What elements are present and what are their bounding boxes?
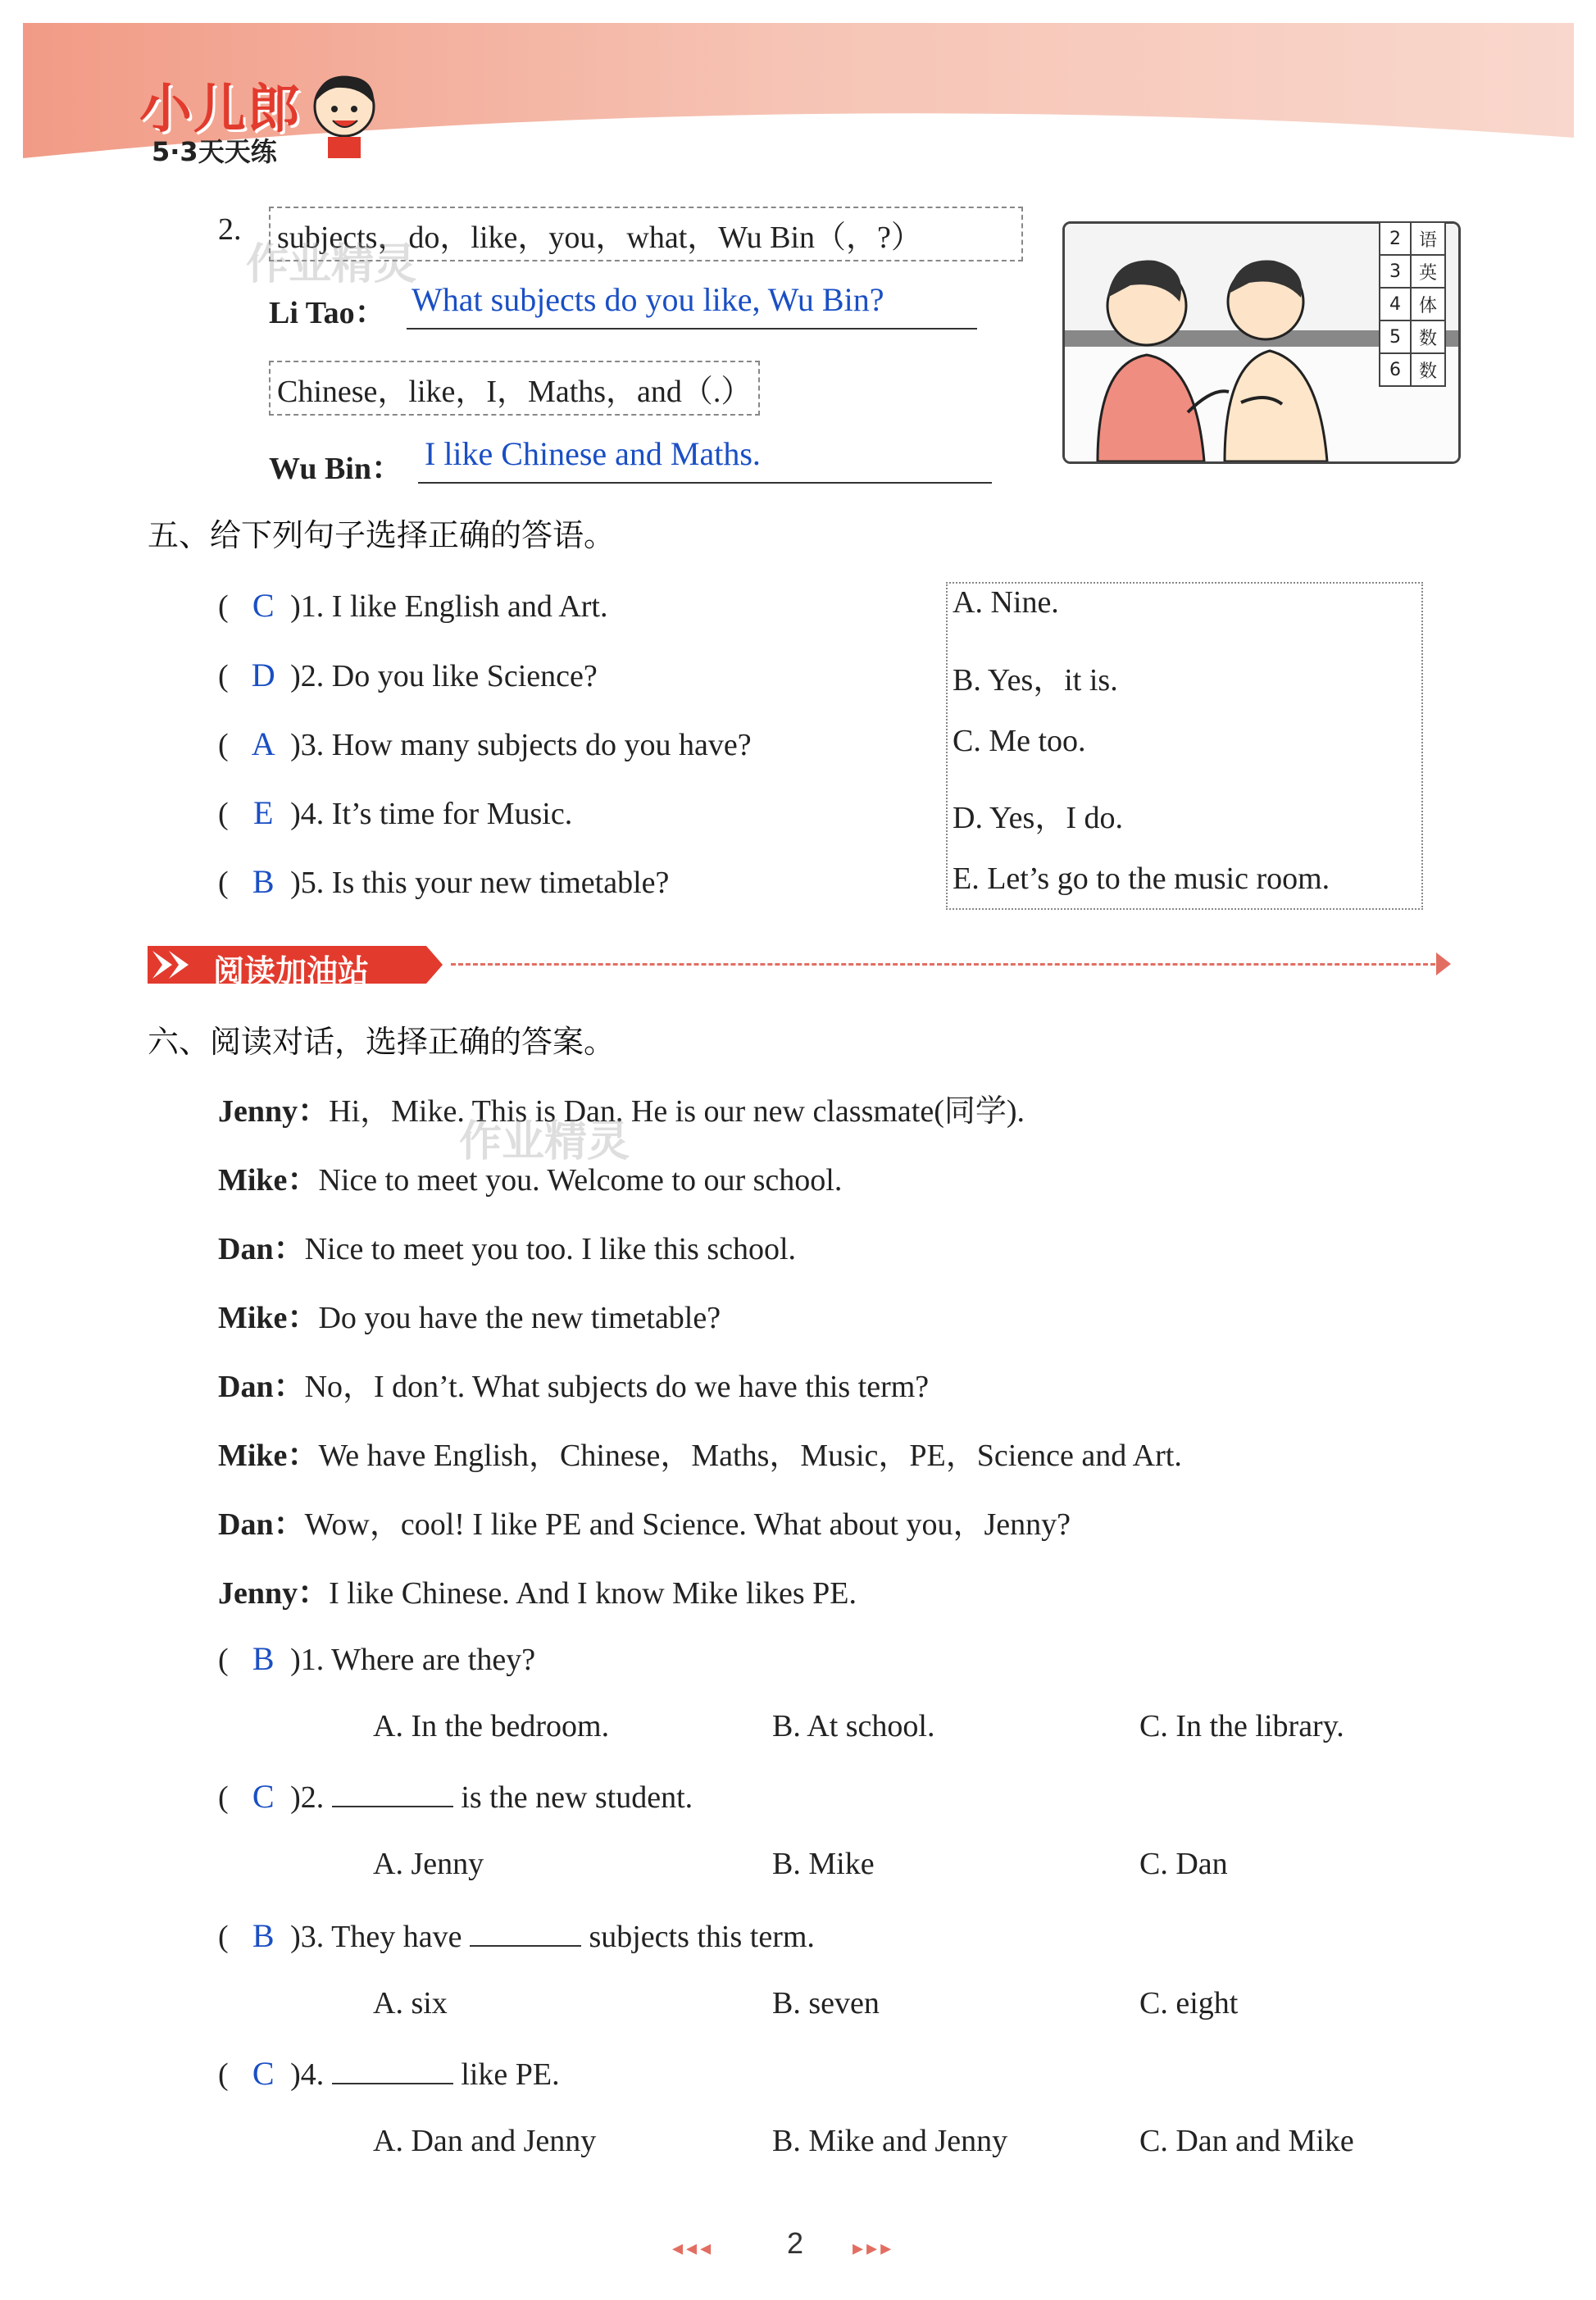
speaker: Jenny： (218, 1576, 330, 1611)
stem-text: )3. They have (290, 1920, 462, 1954)
match-item (218, 725, 752, 763)
paren-open: ( (218, 1643, 229, 1677)
banner-label: 阅读加油站 (213, 953, 370, 989)
period-number: 4 (1380, 288, 1411, 320)
option-c: C. Me too. (953, 724, 1086, 758)
subject-cell: 数 (1411, 320, 1445, 353)
page-number: 2 (787, 2226, 804, 2260)
stem-text: )1. Where are they? (290, 1643, 536, 1677)
choice-c: C. Dan (1139, 1847, 1228, 1881)
reading-banner (148, 939, 443, 990)
item-text: )5. Is this your new timetable? (290, 866, 670, 900)
brand-logo: 小儿郎 (139, 80, 302, 140)
banner-dashed-line (451, 963, 1443, 966)
dialogue-line (218, 1361, 929, 1406)
speaker: Mike： (218, 1439, 319, 1473)
speaker: Mike： (218, 1163, 319, 1198)
question-stem (218, 1916, 815, 1955)
section6-title: 六、阅读对话，选择正确的答案。 (148, 1024, 616, 1060)
timetable (1379, 221, 1456, 387)
answer-letter[interactable]: B (252, 1640, 275, 1677)
subject-cell: 英 (1411, 255, 1445, 288)
line-text: No，I don’t. What subjects do we have this term? (304, 1370, 930, 1404)
paren-open: ( (218, 2057, 229, 2092)
option-e: E. Let’s go to the music room. (953, 861, 1330, 896)
line-text: Wow，cool! I like PE and Science. What about you，Jenny? (304, 1507, 1071, 1542)
question-stem (218, 2054, 560, 2093)
item-text: )1. I like English and Art. (290, 589, 608, 624)
stem-text-rest: is the new student. (461, 1780, 693, 1815)
speaker: Mike： (218, 1301, 319, 1335)
stem-text: )4. (290, 2057, 325, 2092)
match-item (218, 862, 669, 901)
match-item (218, 793, 572, 832)
choice-a: A. Dan and Jenny (373, 2124, 597, 2158)
dialogue-line (218, 1567, 857, 1612)
word-box-1: subjects，do，like，you，what，Wu Bin（，?） (269, 207, 1023, 261)
paren-open: ( (218, 728, 229, 762)
mascot-icon (303, 70, 385, 164)
choice-b: B. At school. (772, 1709, 935, 1743)
paren-open: ( (218, 1780, 229, 1815)
dialogue-line (218, 1223, 796, 1268)
subject-cell: 语 (1411, 222, 1445, 255)
answer-letter[interactable]: C (252, 1778, 275, 1815)
line-text: I like Chinese. And I know Mike likes PE. (329, 1576, 857, 1611)
timetable-grid (1379, 221, 1446, 387)
question-stem (218, 1777, 693, 1816)
stem-text: )2. (290, 1780, 325, 1815)
line-text: Nice to meet you. Welcome to our school. (318, 1163, 843, 1198)
dialogue-line (218, 1430, 1182, 1475)
speaker: Dan： (218, 1232, 305, 1266)
choice-a: A. In the bedroom. (373, 1709, 610, 1743)
line-text: Hi，Mike. This is Dan. He is our new classmate(同学). (329, 1094, 1025, 1129)
speaker-wu-bin: Wu Bin： (269, 452, 402, 486)
arrow-right-icon (1436, 952, 1451, 975)
timetable-row (1380, 288, 1445, 320)
stem-text-rest: like PE. (461, 2057, 560, 2092)
next-arrows-icon: ▸▸▸ (853, 2236, 895, 2261)
item-text: )4. It’s time for Music. (290, 797, 573, 831)
answer-letter[interactable]: C (252, 587, 275, 624)
timetable-row (1380, 320, 1445, 353)
paren-open: ( (218, 866, 229, 900)
speaker: Dan： (218, 1370, 305, 1404)
answer-line-2[interactable] (418, 433, 992, 484)
line-text: Do you have the new timetable? (318, 1301, 721, 1335)
dialogue-line (218, 1154, 842, 1199)
subject-cell: 数 (1411, 353, 1445, 386)
answer-letter[interactable]: C (252, 2055, 275, 2092)
answer-letter[interactable]: A (251, 725, 275, 762)
option-d: D. Yes，I do. (953, 801, 1123, 835)
answer-letter[interactable]: B (252, 1917, 275, 1954)
fill-blank[interactable] (332, 1781, 453, 1807)
speaker: Jenny： (218, 1094, 330, 1129)
item-text: )3. How many subjects do you have? (290, 728, 752, 762)
fill-blank[interactable] (332, 2058, 453, 2084)
paren-open: ( (218, 1920, 229, 1954)
period-number: 5 (1380, 320, 1411, 353)
timetable-row (1380, 353, 1445, 386)
line-text: We have English，Chinese，Maths，Music，PE，Science and Art. (318, 1439, 1182, 1473)
brand-subtitle: 5·3天天练 (152, 136, 277, 167)
dialogue-line (218, 1292, 721, 1337)
answer-letter[interactable]: E (252, 794, 274, 831)
paren-open: ( (218, 797, 229, 831)
question-number: 2. (218, 212, 242, 247)
period-number: 2 (1380, 222, 1411, 255)
timetable-row (1380, 255, 1445, 288)
choice-b: B. seven (772, 1986, 880, 2020)
period-number: 3 (1380, 255, 1411, 288)
choice-c: C. Dan and Mike (1139, 2124, 1354, 2158)
match-item (218, 586, 608, 625)
choice-c: C. eight (1139, 1986, 1239, 2020)
fill-blank[interactable] (470, 1920, 581, 1947)
answer-text-1: What subjects do you like, Wu Bin? (412, 281, 884, 318)
paren-open: ( (218, 589, 229, 624)
item-text: )2. Do you like Science? (290, 659, 598, 693)
answer-line-1[interactable] (407, 279, 977, 330)
choice-c: C. In the library. (1139, 1709, 1344, 1743)
speaker-li-tao: Li Tao： (269, 296, 386, 330)
paren-open: ( (218, 659, 229, 693)
watermark: 作业精灵 (459, 1117, 630, 1166)
subject-cell: 体 (1411, 288, 1445, 320)
prev-arrows-icon: ◂◂◂ (672, 2236, 715, 2261)
line-text: Nice to meet you too. I like this school. (304, 1232, 797, 1266)
choice-b: B. Mike (772, 1847, 875, 1881)
section5-title: 五、给下列句子选择正确的答语。 (148, 517, 616, 553)
watermark: 作业精灵 (246, 240, 417, 289)
question-stem (218, 1639, 535, 1678)
timetable-row (1380, 222, 1445, 255)
stem-text-rest: subjects this term. (589, 1920, 815, 1954)
period-number: 6 (1380, 353, 1411, 386)
word-box-2: Chinese，like，I，Maths，and（.） (269, 361, 760, 416)
choice-a: A. Jenny (373, 1847, 484, 1881)
answer-letter[interactable]: D (251, 657, 275, 693)
choice-b: B. Mike and Jenny (772, 2124, 1008, 2158)
option-b: B. Yes，it is. (953, 663, 1118, 698)
answer-text-2: I like Chinese and Maths. (425, 435, 761, 472)
dialogue-line (218, 1498, 1071, 1543)
option-a: A. Nine. (953, 585, 1059, 620)
speaker: Dan： (218, 1507, 305, 1542)
answer-letter[interactable]: B (252, 863, 275, 900)
match-item (218, 656, 598, 694)
choice-a: A. six (373, 1986, 448, 2020)
